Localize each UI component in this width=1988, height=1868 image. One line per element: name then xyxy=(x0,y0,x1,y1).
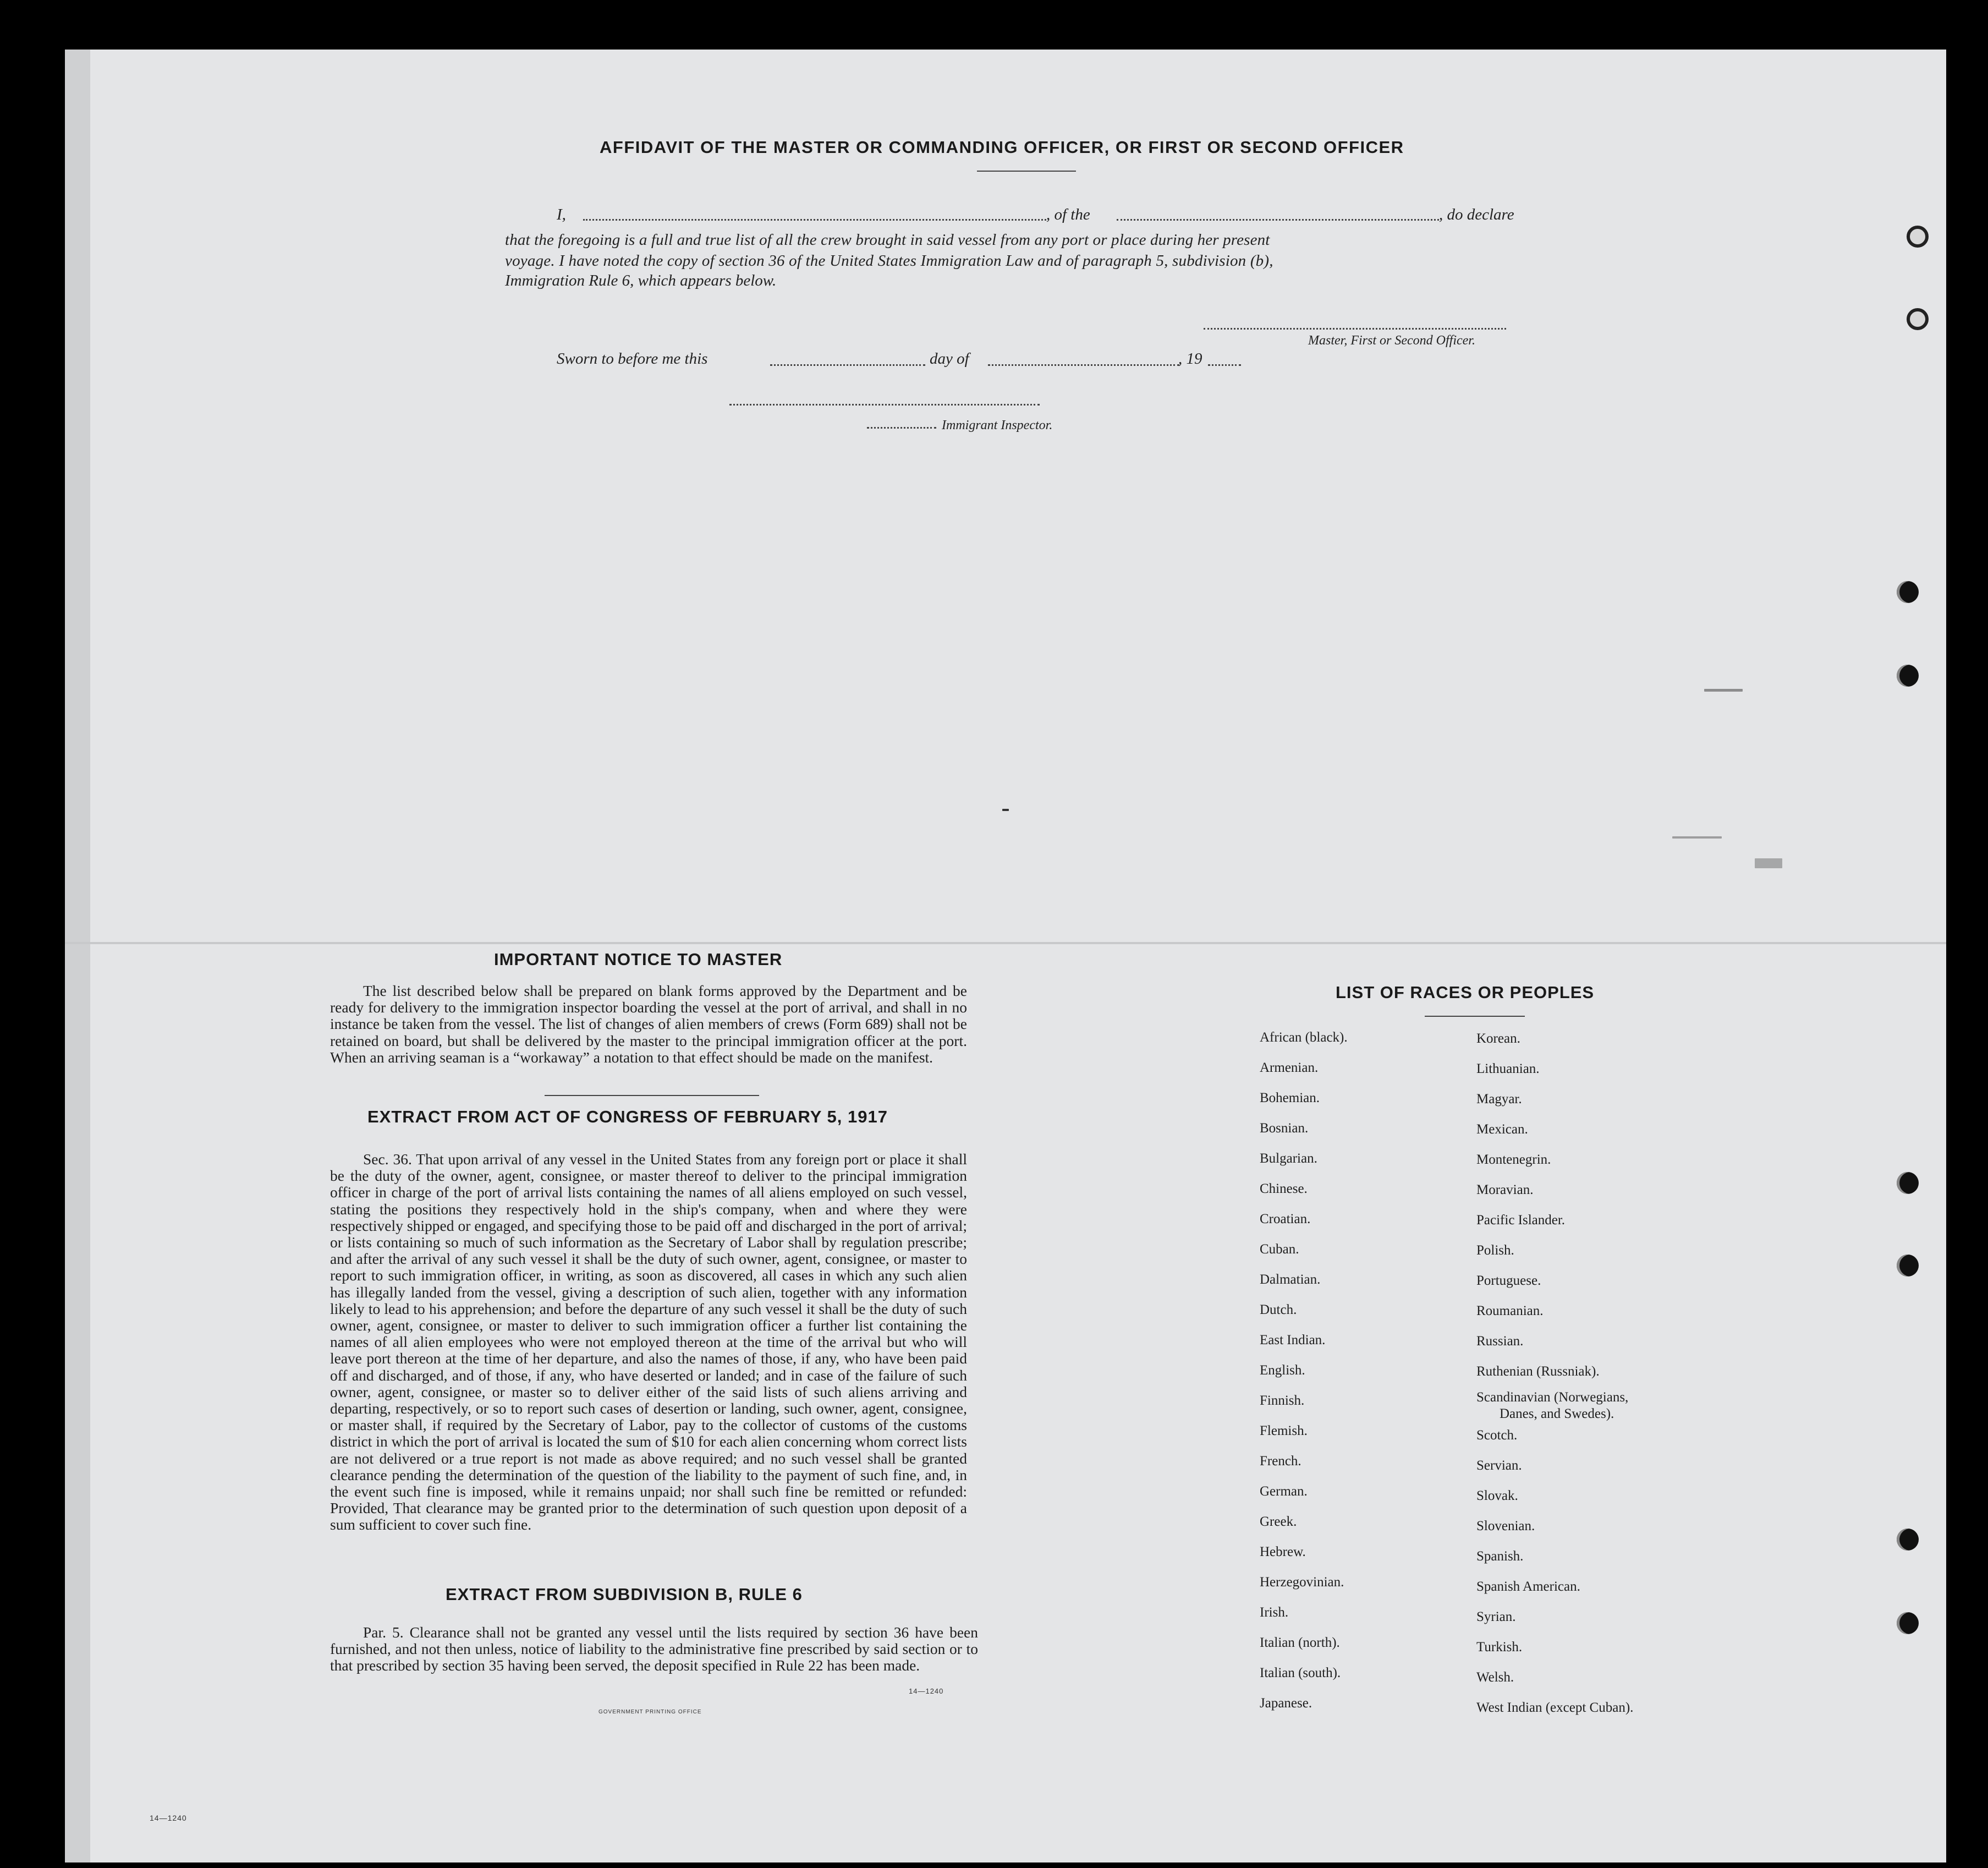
race-item: Pacific Islander. xyxy=(1476,1213,1566,1228)
affidavit-title: AFFIDAVIT OF THE MASTER OR COMMANDING OFFICER, OR FIRST OR SECOND OFFICER xyxy=(600,138,1404,157)
race-item: Dutch. xyxy=(1260,1302,1297,1317)
race-item: Italian (south). xyxy=(1260,1666,1341,1680)
race-item: Lithuanian. xyxy=(1476,1061,1540,1076)
divider xyxy=(977,171,1076,172)
vessel-blank xyxy=(1117,219,1439,221)
race-item: West Indian (except Cuban). xyxy=(1476,1700,1634,1715)
master-label: Master, First or Second Officer. xyxy=(1308,333,1475,348)
name-blank xyxy=(583,219,1046,221)
race-item: Russian. xyxy=(1476,1334,1524,1349)
year-text: , 19 xyxy=(1178,350,1202,368)
affidavit-of-the: , of the xyxy=(1046,206,1090,223)
race-item: Welsh. xyxy=(1476,1670,1514,1685)
notice-text xyxy=(330,983,967,1066)
race-item: Polish. xyxy=(1476,1243,1514,1258)
race-item: Bohemian. xyxy=(1260,1091,1320,1105)
race-item: Greek. xyxy=(1260,1514,1297,1529)
race-item: Portuguese. xyxy=(1476,1273,1541,1288)
race-item: Ruthenian (Russniak). xyxy=(1476,1364,1600,1379)
race-item: Dalmatian. xyxy=(1260,1272,1321,1287)
affidavit-line: Immigration Rule 6, which appears below. xyxy=(505,272,777,289)
rule-title: EXTRACT FROM SUBDIVISION B, RULE 6 xyxy=(446,1585,803,1604)
document-page xyxy=(65,50,1946,1862)
race-item: Slovenian. xyxy=(1476,1519,1535,1533)
punch-hole xyxy=(1897,581,1919,603)
punch-hole xyxy=(1907,308,1929,330)
race-item: Moravian. xyxy=(1476,1182,1534,1197)
affidavit-line: voyage. I have noted the copy of section 36 of the United States Immigration Law and of paragraph 5, subdivision (b), xyxy=(505,252,1273,270)
race-item: English. xyxy=(1260,1363,1305,1378)
race-item: Bulgarian. xyxy=(1260,1151,1317,1166)
race-item: Bosnian. xyxy=(1260,1121,1309,1136)
race-item: Finnish. xyxy=(1260,1393,1305,1408)
race-item: African (black). xyxy=(1260,1030,1348,1045)
sworn-month-blank xyxy=(988,364,1179,366)
race-item: Hebrew. xyxy=(1260,1544,1306,1559)
race-item: Magyar. xyxy=(1476,1092,1522,1106)
race-item-continued: Danes, and Swedes). xyxy=(1500,1406,1614,1421)
divider xyxy=(545,1095,759,1096)
race-item: Spanish American. xyxy=(1476,1579,1580,1594)
fold-line xyxy=(65,942,1946,944)
page-edge xyxy=(65,50,90,1862)
race-item: Italian (north). xyxy=(1260,1635,1340,1650)
punch-hole xyxy=(1897,1612,1919,1634)
master-signature-line xyxy=(1204,328,1506,330)
affidavit-line: that the foregoing is a full and true list of all the crew brought in said vessel from any port or place during her present xyxy=(505,231,1270,249)
race-item: Turkish. xyxy=(1476,1640,1523,1655)
printer-imprint: GOVERNMENT PRINTING OFFICE xyxy=(598,1709,702,1715)
race-item: Slovak. xyxy=(1476,1488,1518,1503)
race-item: Armenian. xyxy=(1260,1060,1319,1075)
affidavit-do-declare: , do declare xyxy=(1439,206,1514,223)
race-item: Spanish. xyxy=(1476,1549,1524,1564)
rule-text xyxy=(330,1624,978,1674)
form-number: 14—1240 xyxy=(909,1687,944,1695)
year-blank xyxy=(1208,364,1241,366)
act-title: EXTRACT FROM ACT OF CONGRESS OF FEBRUARY 5, 1917 xyxy=(367,1107,888,1126)
punch-hole xyxy=(1907,226,1929,248)
punch-hole xyxy=(1897,1172,1919,1194)
races-title: LIST OF RACES OR PEOPLES xyxy=(1336,983,1595,1002)
race-item: Korean. xyxy=(1476,1031,1520,1046)
race-item: Servian. xyxy=(1476,1458,1522,1473)
race-item: Scandinavian (Norwegians, xyxy=(1476,1390,1629,1405)
race-item: Montenegrin. xyxy=(1476,1152,1551,1167)
punch-hole xyxy=(1897,1529,1919,1551)
inspector-signature-line xyxy=(729,404,1040,406)
race-item: Japanese. xyxy=(1260,1696,1312,1711)
divider xyxy=(1425,1016,1525,1017)
inspector-label: Immigrant Inspector. xyxy=(942,418,1053,432)
affidavit-i: I, xyxy=(557,206,566,223)
notice-paragraph: The list described below shall be prepared on blank forms approved by the Department and be ready for delivery to the immigration inspector boarding the vessel at the port of arrival, and shall in no instance be taken from the vessel. The list of changes of alien members of crews (Form 689) shall not be retained on board, but shall be delivered by the master to the principal immigration officer at the port. When an arriving seaman is a “workaway” a notation to that effect should be made on the manifest. xyxy=(330,982,967,1066)
race-item: Flemish. xyxy=(1260,1423,1308,1438)
punch-hole xyxy=(1897,665,1919,687)
sworn-day-blank xyxy=(770,364,925,366)
race-item: French. xyxy=(1260,1454,1301,1469)
ink-speck xyxy=(1672,836,1722,839)
race-item: East Indian. xyxy=(1260,1333,1326,1347)
notice-title: IMPORTANT NOTICE TO MASTER xyxy=(494,950,783,969)
race-item: German. xyxy=(1260,1484,1308,1499)
race-item: Roumanian. xyxy=(1476,1303,1544,1318)
ink-speck xyxy=(1755,858,1782,868)
race-item: Mexican. xyxy=(1476,1122,1528,1137)
rule-paragraph: Par. 5. Clearance shall not be granted any vessel until the lists required by section 36 have been furnished, and not then unless, notice of liability to the administrative fine prescribed by said section or to that prescribed by section 35 having been served, the deposit specified in Rule 22 has been made. xyxy=(330,1624,978,1674)
sworn-text: Sworn to before me this xyxy=(557,350,708,368)
day-of-text: day of xyxy=(930,350,969,368)
race-item: Scotch. xyxy=(1476,1428,1518,1443)
footer-form-number: 14—1240 xyxy=(150,1814,187,1822)
act-text xyxy=(330,1151,967,1533)
race-item: Syrian. xyxy=(1476,1609,1516,1624)
race-item: Croatian. xyxy=(1260,1212,1311,1226)
race-item: Herzegovinian. xyxy=(1260,1575,1344,1590)
race-item: Cuban. xyxy=(1260,1242,1299,1257)
ink-speck xyxy=(1002,809,1009,811)
punch-hole xyxy=(1897,1255,1919,1277)
race-item: Chinese. xyxy=(1260,1181,1308,1196)
act-paragraph: Sec. 36. That upon arrival of any vessel in the United States from any foreign port or place it shall be the duty of the owner, agent, consignee, or master thereof to deliver to the principal immigration officer in charge of the port of arrival lists containing the names of all aliens employed on such vessel, stating the positions they respectively hold in the ship's company, when and where they were respectively shipped or engaged, and specifying those to be paid off and discharged in the port of arrival; or lists containing so much of such information as the Secretary of Labor shall by regulation prescribe; and after the arrival of any such vessel it shall be the duty of such owner, agent, consignee, or master to report to such immigration officer, in writing, as soon as discovered, all cases in which any such alien has illegally landed from the vessel, giving a description of such alien, together with any information likely to lead to his apprehension; and before the departure of any such vessel it shall be the duty of such owner, agent, consignee, or master to deliver to such immigration officer a further list containing the names of all alien employees who were not employed thereon at the time of the arrival but who will leave port thereon at the time of her departure, and also the names of those, if any, who have been paid off and discharged, and of those, if any, who have deserted or landed; and in case of the failure of such owner, agent, consignee, or master so to deliver either of the said lists of such aliens arriving and departing, respectively, or so to report such cases of desertion or landing, such owner, agent, consignee, or master shall, if required by the Secretary of Labor, pay to the collector of customs of the customs district in which the port of arrival is located the sum of $10 for each alien concerning whom correct lists are not delivered or a true report is not made as above required; and no such vessel shall be granted clearance pending the determination of the question of the liability to the payment of such fine, and, in the event such fine is imposed, while it remains unpaid; nor shall such fine be remitted or refunded: Provided, That clearance may be granted prior to the determination of such question upon deposit of a sum sufficient to cover such fine. xyxy=(330,1151,967,1533)
ink-speck xyxy=(1704,689,1743,692)
race-item: Irish. xyxy=(1260,1605,1289,1620)
inspector-leader xyxy=(867,427,936,429)
